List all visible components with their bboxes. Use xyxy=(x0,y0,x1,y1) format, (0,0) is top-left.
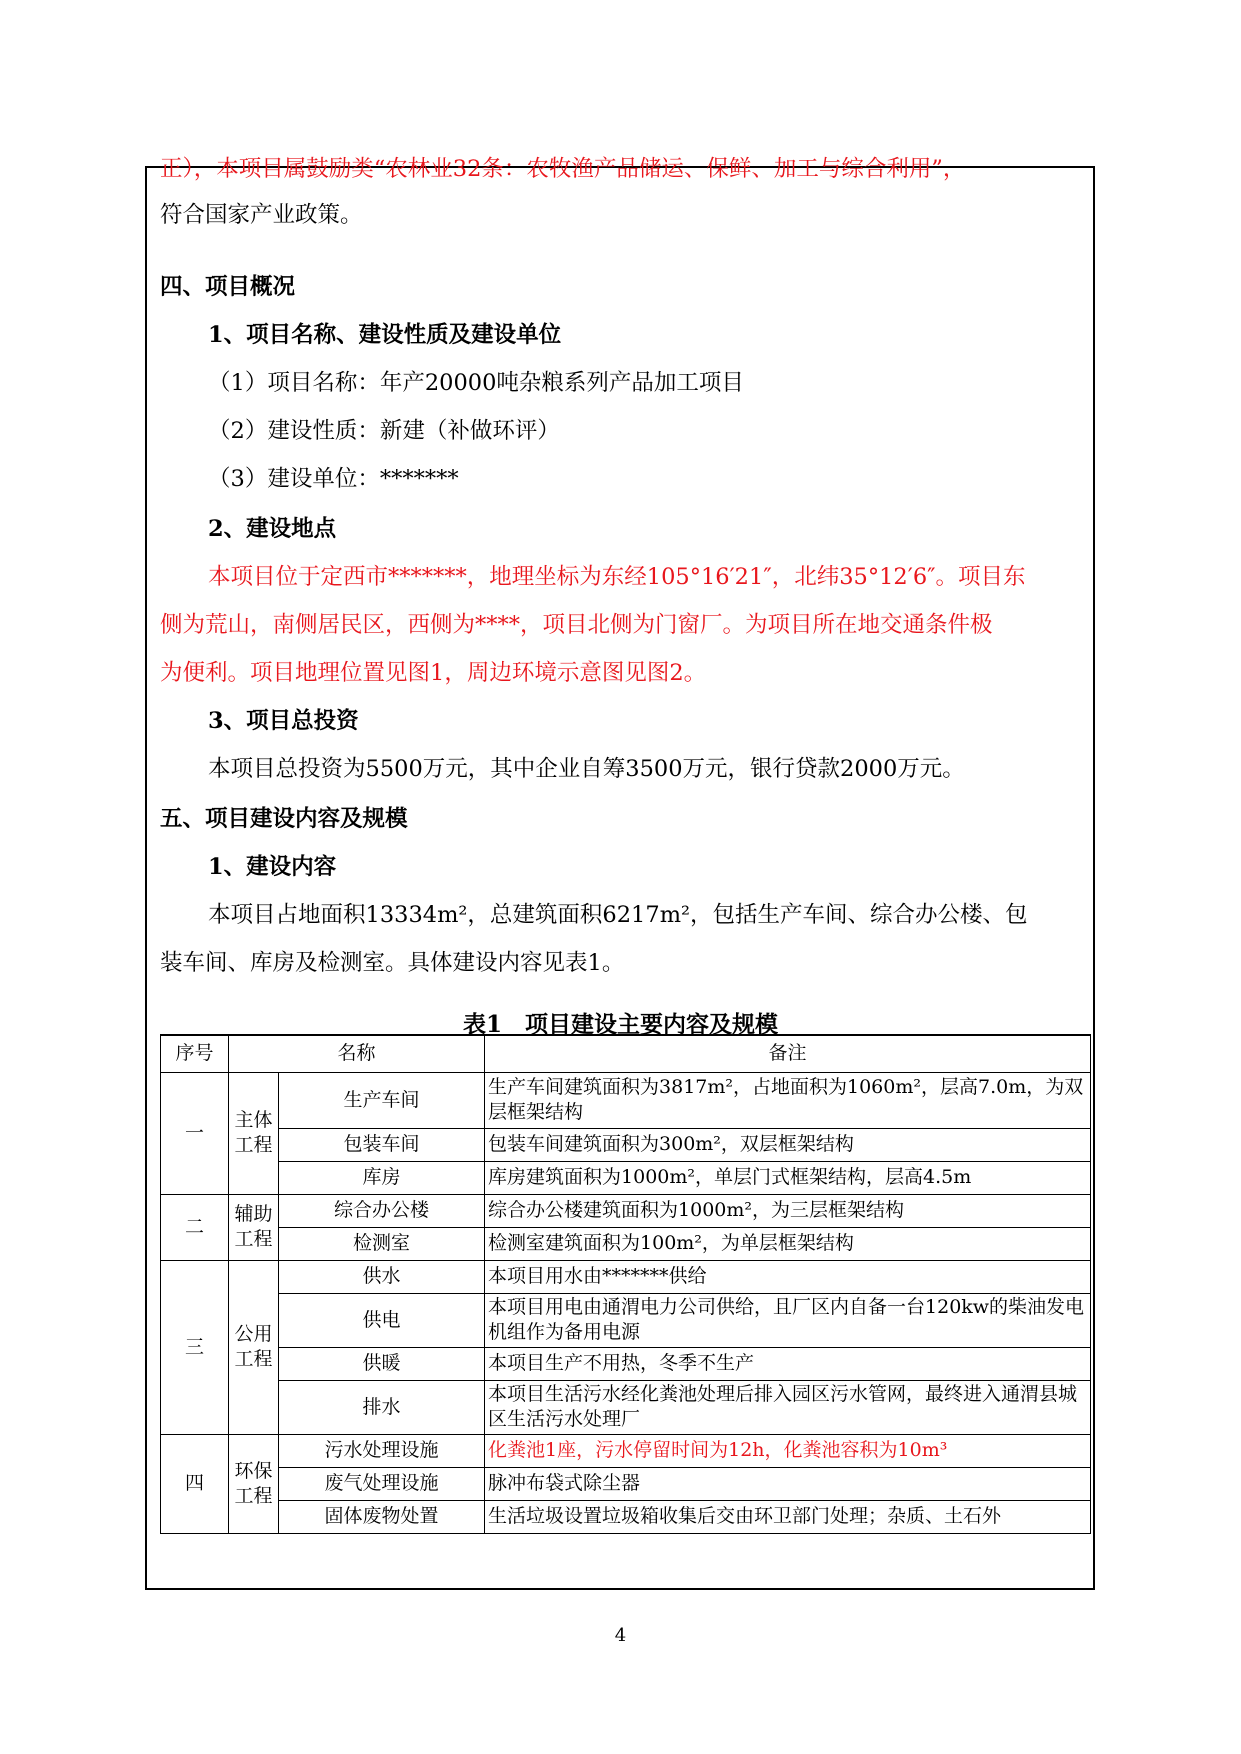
row-remark: 本项目用水由*******供给 xyxy=(485,1260,1091,1293)
subheading-project-name: 1、项目名称、建设性质及建设单位 xyxy=(208,322,562,348)
header-seq: 序号 xyxy=(161,1035,229,1072)
row-name: 排水 xyxy=(279,1380,485,1434)
table-row xyxy=(161,1293,1091,1347)
row-remark: 包装车间建筑面积为300m²，双层框架结构 xyxy=(485,1128,1091,1161)
paragraph-content-line2: 装车间、库房及检测室。具体建设内容见表1。 xyxy=(160,950,625,976)
table-row xyxy=(161,1434,1091,1467)
table-row xyxy=(161,1161,1091,1194)
row-remark: 化粪池1座，污水停留时间为12h，化粪池容积为10m³ xyxy=(485,1434,1091,1467)
table-row xyxy=(161,1380,1091,1434)
row-remark: 检测室建筑面积为100m²，为单层框架结构 xyxy=(485,1227,1091,1260)
group-seq: 四 xyxy=(161,1434,229,1533)
header-remark: 备注 xyxy=(485,1035,1091,1072)
paragraph-location-line3: 为便利。项目地理位置见图1，周边环境示意图见图2。 xyxy=(160,660,707,686)
table-row xyxy=(161,1194,1091,1227)
row-name: 检测室 xyxy=(279,1227,485,1260)
table-row xyxy=(161,1467,1091,1500)
paragraph-text: 正），本项目属鼓励类“农林业32条：农牧渔产品储运、保鲜、加工与综合利用”， xyxy=(160,156,966,182)
row-name: 废气处理设施 xyxy=(279,1467,485,1500)
row-name: 库房 xyxy=(279,1161,485,1194)
group-category: 辅助工程 xyxy=(229,1194,279,1260)
row-remark: 库房建筑面积为1000m²，单层门式框架结构，层高4.5m xyxy=(485,1161,1091,1194)
table-row xyxy=(161,1260,1091,1293)
row-remark: 本项目生活污水经化粪池处理后排入园区污水管网，最终进入通渭县城区生活污水处理厂 xyxy=(485,1380,1091,1434)
row-remark: 生活垃圾设置垃圾箱收集后交由环卫部门处理；杂质、土石外 xyxy=(485,1500,1091,1533)
paragraph-location-line1: 本项目位于定西市*******，地理坐标为东经105°16′21″，北纬35°12′6″。项目东 xyxy=(208,564,1026,590)
row-name: 污水处理设施 xyxy=(279,1434,485,1467)
row-remark: 脉冲布袋式除尘器 xyxy=(485,1467,1091,1500)
subheading-investment: 3、项目总投资 xyxy=(208,708,359,734)
row-remark: 综合办公楼建筑面积为1000m²，为三层框架结构 xyxy=(485,1194,1091,1227)
row-name: 生产车间 xyxy=(279,1072,485,1128)
row-name: 供电 xyxy=(279,1293,485,1347)
group-seq: 一 xyxy=(161,1072,229,1194)
group-category: 公用工程 xyxy=(229,1260,279,1434)
row-name: 综合办公楼 xyxy=(279,1194,485,1227)
table-row xyxy=(161,1128,1091,1161)
item-construction-nature: （2）建设性质：新建（补做环评） xyxy=(208,418,560,444)
subheading-location: 2、建设地点 xyxy=(208,516,337,542)
group-seq: 二 xyxy=(161,1194,229,1260)
group-category: 环保工程 xyxy=(229,1434,279,1533)
row-name: 供暖 xyxy=(279,1347,485,1380)
row-remark: 生产车间建筑面积为3817m²，占地面积为1060m²，层高7.0m，为双层框架结构 xyxy=(485,1072,1091,1128)
group-category: 主体工程 xyxy=(229,1072,279,1194)
row-name: 供水 xyxy=(279,1260,485,1293)
table-row xyxy=(161,1227,1091,1260)
table-caption: 表1 项目建设主要内容及规模 xyxy=(462,1011,778,1038)
item-project-name: （1）项目名称：年产20000吨杂粮系列产品加工项目 xyxy=(208,370,744,396)
paragraph-location-line2: 侧为荒山，南侧居民区，西侧为****，项目北侧为门窗厂。为项目所在地交通条件极 xyxy=(160,612,993,638)
section-heading-scale: 五、项目建设内容及规模 xyxy=(160,806,408,832)
row-name: 包装车间 xyxy=(279,1128,485,1161)
row-remark: 本项目用电由通渭电力公司供给，且厂区内自备一台120kw的柴油发电机组作为备用电源 xyxy=(485,1293,1091,1347)
table-row xyxy=(161,1500,1091,1533)
page-number: 4 xyxy=(614,1625,627,1646)
construction-content-table xyxy=(160,1034,1091,1534)
paragraph-content-line1: 本项目占地面积13334m²，总建筑面积6217m²，包括生产车间、综合办公楼、包 xyxy=(208,902,1028,928)
table-row xyxy=(161,1347,1091,1380)
paragraph-investment: 本项目总投资为5500万元，其中企业自筹3500万元，银行贷款2000万元。 xyxy=(208,756,965,782)
subheading-content: 1、建设内容 xyxy=(208,854,337,880)
table-header-row xyxy=(161,1035,1091,1072)
table-row xyxy=(161,1072,1091,1128)
section-heading-overview: 四、项目概况 xyxy=(160,274,296,300)
group-seq: 三 xyxy=(161,1260,229,1434)
row-remark: 本项目生产不用热，冬季不生产 xyxy=(485,1347,1091,1380)
paragraph-line-policy xyxy=(160,158,1090,181)
header-name: 名称 xyxy=(229,1035,485,1072)
item-construction-unit: （3）建设单位：******* xyxy=(208,466,459,492)
paragraph-line-policy-end: 符合国家产业政策。 xyxy=(160,202,363,228)
row-name: 固体废物处置 xyxy=(279,1500,485,1533)
